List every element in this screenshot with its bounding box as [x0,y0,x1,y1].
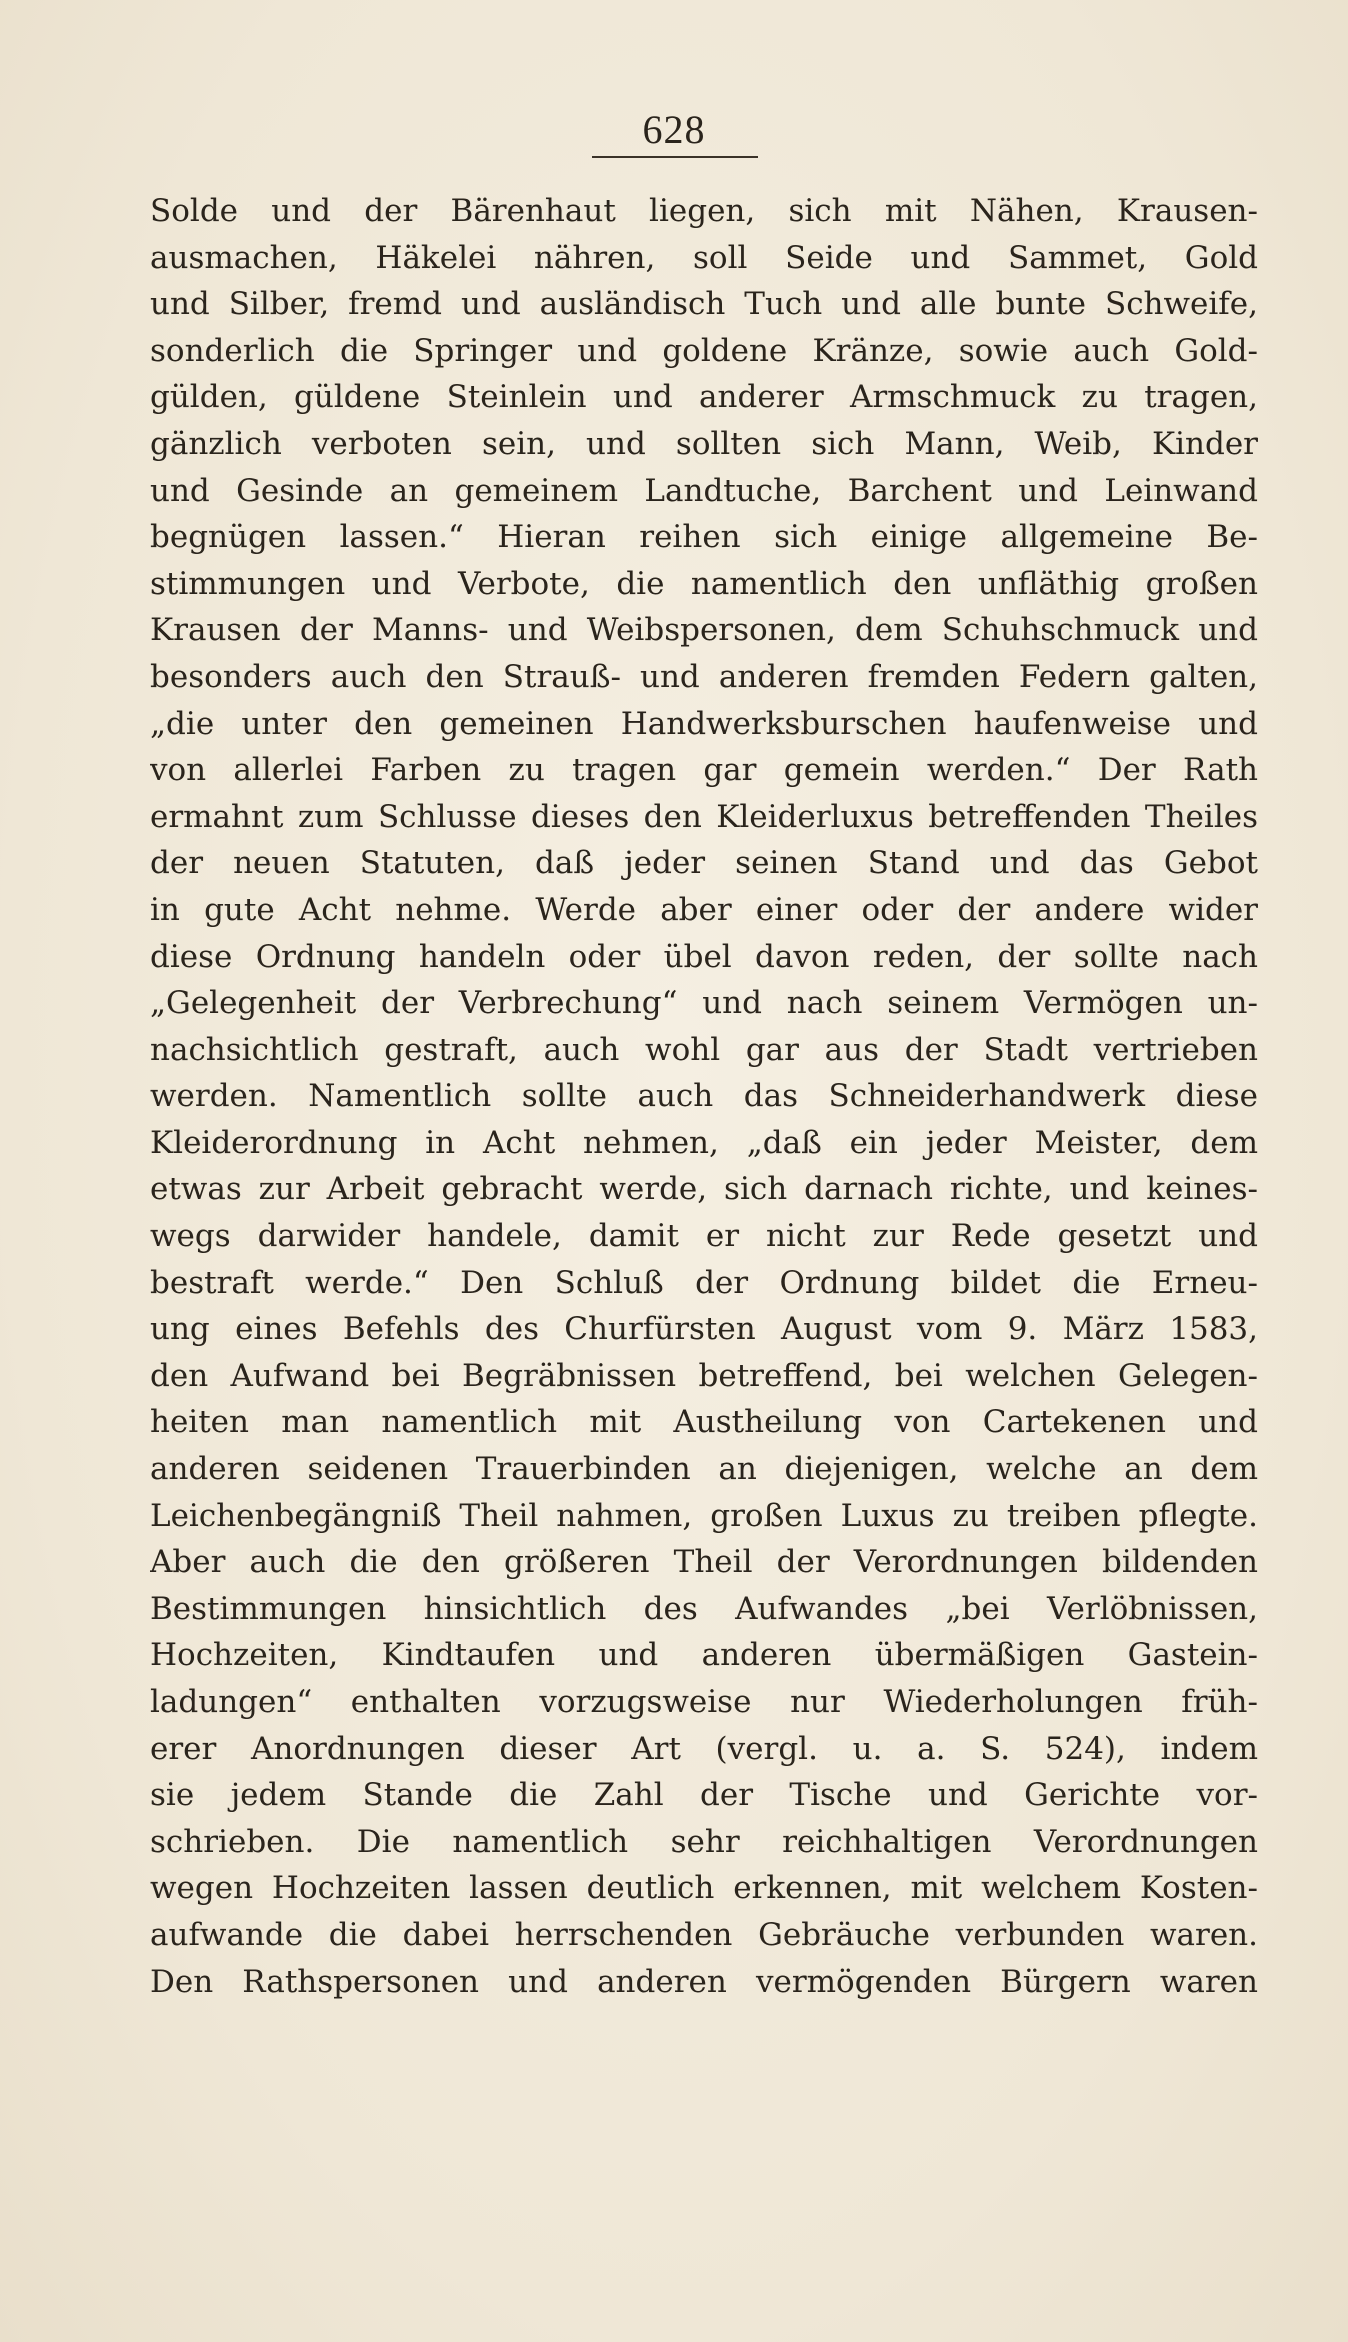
text-line: Hochzeiten, Kindtaufen und anderen übermäßigen Gastein- [150,1637,1258,1674]
text-line: ausmachen, Häkelei nähren, soll Seide und Sammet, Gold [150,239,1258,276]
text-line: der neuen Statuten, daß jeder seinen Stand und das Gebot [150,845,1258,882]
text-line: von allerlei Farben zu tragen gar gemein werden.“ Der Rath [150,752,1258,789]
text-line: „die unter den gemeinen Handwerksburschen haufenweise und [150,705,1258,742]
text-line: und Silber, fremd und ausländisch Tuch und alle bunte Schweife, [150,286,1258,323]
text-line: erer Anordnungen dieser Art (vergl. u. a. S. 524), indem [150,1730,1258,1767]
text-line: in gute Acht nehme. Werde aber einer oder der andere wider [150,891,1258,928]
page-number-rule [592,156,758,158]
text-line: diese Ordnung handeln oder übel davon reden, der sollte nach [150,938,1258,975]
text-line: werden. Namentlich sollte auch das Schneiderhandwerk diese [150,1078,1258,1115]
text-line: „Gelegenheit der Verbrechung“ und nach seinem Vermögen un- [150,985,1258,1022]
text-line: ermahnt zum Schlusse dieses den Kleiderluxus betreffenden Theiles [150,798,1258,835]
text-line: Kleiderordnung in Acht nehmen, „daß ein jeder Meister, dem [150,1124,1258,1161]
text-line: wegen Hochzeiten lassen deutlich erkennen, mit welchem Kosten- [150,1870,1258,1907]
text-line: stimmungen und Verbote, die namentlich den unfläthig großen [150,565,1258,602]
text-line: sie jedem Stande die Zahl der Tische und Gerichte vor- [150,1777,1258,1814]
text-line: gülden, güldene Steinlein und anderer Armschmuck zu tragen, [150,379,1258,416]
text-line: wegs darwider handele, damit er nicht zur Rede gesetzt und [150,1218,1258,1255]
text-line: aufwande die dabei herrschenden Gebräuche verbunden waren. [150,1916,1258,1953]
text-line: ladungen“ enthalten vorzugsweise nur Wiederholungen früh- [150,1684,1258,1720]
text-line: Solde und der Bärenhaut liegen, sich mit Nähen, Krausen- [150,193,1258,229]
text-line: nachsichtlich gestraft, auch wohl gar aus der Stadt vertrieben [150,1031,1258,1068]
text-line: ung eines Befehls des Churfürsten August vom 9. März 1583, [150,1311,1258,1348]
text-line: Krausen der Manns- und Weibspersonen, dem Schuhschmuck und [150,612,1258,649]
text-line: schrieben. Die namentlich sehr reichhaltigen Verordnungen [150,1823,1258,1860]
text-line: etwas zur Arbeit gebracht werde, sich darnach richte, und keines- [150,1171,1258,1208]
text-line: den Aufwand bei Begräbnissen betreffend, bei welchen Gelegen- [150,1357,1258,1394]
text-line: bestraft werde.“ Den Schluß der Ordnung bildet die Erneu- [150,1264,1258,1301]
text-line: besonders auch den Strauß- und anderen fremden Federn galten, [150,658,1258,695]
text-line: heiten man namentlich mit Austheilung von Cartekenen und [150,1404,1258,1441]
text-line: Bestimmungen hinsichtlich des Aufwandes „bei Verlöbnissen, [150,1590,1258,1627]
text-line: sonderlich die Springer und goldene Kränze, sowie auch Gold- [150,332,1258,369]
text-line: Den Rathspersonen und anderen vermögenden Bürgern waren [150,1963,1258,2000]
text-line: begnügen lassen.“ Hieran reihen sich einige allgemeine Be- [150,519,1258,556]
text-line: anderen seidenen Trauerbinden an diejenigen, welche an dem [150,1451,1258,1488]
body-text [150,188,1258,2005]
text-line: Aber auch die den größeren Theil der Verordnungen bildenden [150,1544,1258,1581]
text-line: gänzlich verboten sein, und sollten sich Mann, Weib, Kinder [150,425,1258,462]
text-line: und Gesinde an gemeinem Landtuche, Barchent und Leinwand [150,472,1258,509]
page-number: 628 [642,107,706,152]
text-line: Leichenbegängniß Theil nahmen, großen Luxus zu treiben pflegte. [150,1497,1258,1534]
